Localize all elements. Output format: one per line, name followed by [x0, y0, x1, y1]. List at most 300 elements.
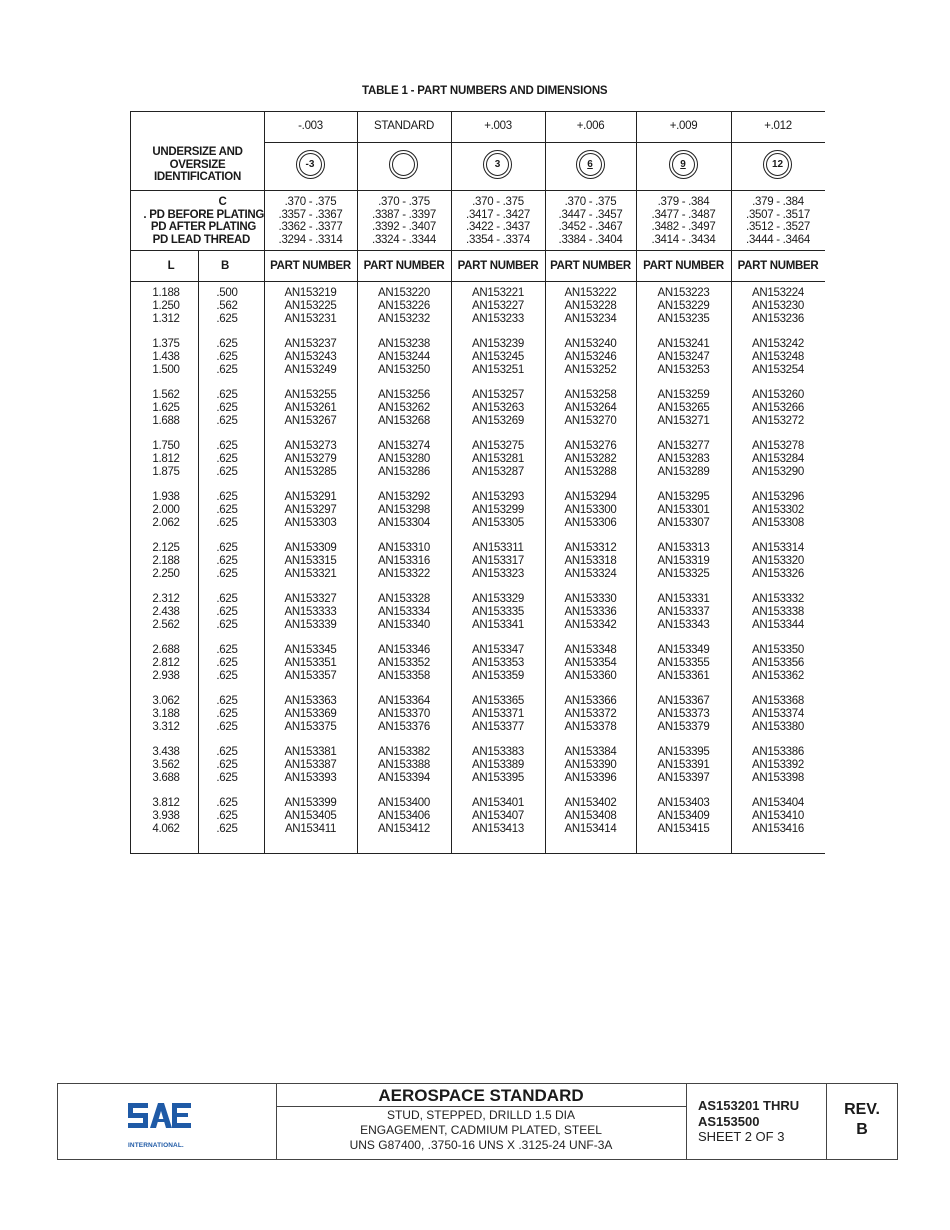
part-number-cell: AN153307	[657, 517, 710, 529]
length-value: 2.688	[152, 644, 180, 656]
part-number-cell: AN153399	[284, 797, 337, 809]
part-number-cell: AN153230	[752, 300, 804, 312]
row-group	[451, 287, 545, 326]
part-number-cell: AN153334	[378, 606, 430, 618]
dimension-value: .3422 - .3437	[466, 221, 530, 233]
dim-label-c: C	[218, 196, 227, 208]
part-number-cell: AN153290	[752, 466, 804, 478]
document-number	[698, 1098, 799, 1145]
b-value: .625	[216, 453, 238, 465]
dimension-values	[357, 196, 451, 246]
row-group	[731, 542, 825, 581]
part-number-cell: AN153248	[752, 351, 804, 363]
ident-mark-icon	[576, 150, 605, 179]
part-number-cell: AN153382	[378, 746, 430, 758]
row-group	[357, 644, 451, 683]
sae-logo	[128, 1101, 194, 1149]
part-number-header: PART NUMBER	[457, 260, 539, 272]
part-number-cell: AN153371	[472, 708, 524, 720]
length-value: 3.688	[152, 772, 180, 784]
ident-mark-icon	[296, 150, 325, 179]
part-number-cell: AN153242	[752, 338, 804, 350]
rev-label: REV.	[844, 1101, 880, 1118]
dim-label-pd-after: PD AFTER PLATING	[150, 221, 256, 233]
ident-mark-inner	[766, 153, 789, 176]
row-group	[141, 389, 191, 428]
part-number-cell: AN153378	[564, 721, 617, 733]
part-number-cell: AN153381	[284, 746, 337, 758]
part-number-cell: AN153408	[564, 810, 617, 822]
part-number-cell: AN153346	[378, 644, 430, 656]
part-number-cell: AN153325	[657, 568, 710, 580]
part-number-cell: AN153393	[284, 772, 337, 784]
b-value: .625	[216, 746, 238, 758]
part-number-column	[451, 287, 545, 848]
description-line: ENGAGEMENT, CADMIUM PLATED, STEEL	[360, 1123, 602, 1137]
ident-mark-icon	[763, 150, 792, 179]
part-number-cell: AN153235	[657, 313, 710, 325]
length-value: 2.062	[152, 517, 180, 529]
part-number-cell: AN153342	[564, 619, 617, 631]
b-value: .625	[216, 695, 238, 707]
part-number-cell: AN153320	[752, 555, 804, 567]
part-number-cell: AN153312	[564, 542, 617, 554]
length-value: 2.312	[152, 593, 180, 605]
part-number-cell: AN153245	[472, 351, 524, 363]
part-number-cell: AN153392	[752, 759, 804, 771]
length-value: 3.438	[152, 746, 180, 758]
part-number-cell: AN153251	[472, 364, 524, 376]
part-number-cell: AN153355	[657, 657, 710, 669]
part-number-cell: AN153287	[472, 466, 524, 478]
part-number-cell: AN153253	[657, 364, 710, 376]
part-number-cell: AN153369	[284, 708, 337, 720]
b-value: .625	[216, 517, 238, 529]
row-group	[141, 644, 191, 683]
length-value: 3.188	[152, 708, 180, 720]
part-number-cell: AN153310	[378, 542, 430, 554]
row-group	[207, 287, 247, 326]
part-number-column	[545, 287, 636, 848]
row-group	[207, 389, 247, 428]
row-group	[731, 695, 825, 734]
part-number-cell: AN153415	[657, 823, 710, 835]
document-type-title: AEROSPACE STANDARD	[276, 1084, 686, 1107]
length-value: 1.750	[152, 440, 180, 452]
part-number-cell: AN153353	[472, 657, 524, 669]
ident-mark-value: 12	[771, 159, 784, 170]
part-number-header: PART NUMBER	[550, 260, 631, 272]
part-number-cell: AN153313	[657, 542, 710, 554]
doc-number-line: AS153500	[698, 1113, 760, 1129]
sheet-number: SHEET 2 OF 3	[698, 1129, 785, 1144]
part-number-cell: AN153344	[752, 619, 804, 631]
ident-mark-inner	[299, 153, 322, 176]
b-value: .625	[216, 313, 238, 325]
row-group	[545, 491, 636, 530]
part-number-cell: AN153272	[752, 415, 804, 427]
ident-label-line: UNDERSIZE AND	[152, 146, 243, 158]
part-number-cell: AN153314	[752, 542, 804, 554]
part-number-cell: AN153222	[564, 287, 617, 299]
part-number-cell: AN153268	[378, 415, 430, 427]
part-number-cell: AN153328	[378, 593, 430, 605]
part-number-header: PART NUMBER	[737, 260, 819, 272]
part-number-cell: AN153283	[657, 453, 710, 465]
dimension-values	[545, 196, 636, 246]
ident-mark-value: -3	[305, 159, 315, 170]
part-number-cell: AN153281	[472, 453, 524, 465]
part-number-cell: AN153288	[564, 466, 617, 478]
b-value: .500	[216, 287, 238, 299]
part-number-cell: AN153338	[752, 606, 804, 618]
part-number-cell: AN153333	[284, 606, 337, 618]
part-number-cell: AN153357	[284, 670, 337, 682]
part-number-cell: AN153384	[564, 746, 617, 758]
part-number-cell: AN153373	[657, 708, 710, 720]
part-number-cell: AN153225	[284, 300, 337, 312]
part-number-cell: AN153361	[657, 670, 710, 682]
row-group	[636, 338, 731, 377]
part-number-cell: AN153405	[284, 810, 337, 822]
length-value: 1.688	[152, 415, 180, 427]
row-group	[731, 746, 825, 785]
row-group	[141, 491, 191, 530]
part-number-cell: AN153324	[564, 568, 617, 580]
b-value: .625	[216, 466, 238, 478]
part-number-cell: AN153296	[752, 491, 804, 503]
row-group	[207, 542, 247, 581]
part-number-cell: AN153231	[284, 313, 337, 325]
dimension-values	[264, 196, 357, 246]
part-number-cell: AN153254	[752, 364, 804, 376]
part-number-cell: AN153243	[284, 351, 337, 363]
part-number-cell: AN153367	[657, 695, 710, 707]
row-group	[545, 542, 636, 581]
row-group	[357, 491, 451, 530]
part-number-cell: AN153273	[284, 440, 337, 452]
row-group	[636, 746, 731, 785]
part-number-cell: AN153406	[378, 810, 430, 822]
part-number-cell: AN153340	[378, 619, 430, 631]
description-line: STUD, STEPPED, DRILLD 1.5 DIA	[386, 1108, 576, 1122]
b-value: .625	[216, 670, 238, 682]
row-group	[451, 746, 545, 785]
part-number-cell: AN153264	[564, 402, 617, 414]
part-number-cell: AN153374	[752, 708, 804, 720]
part-number-cell: AN153391	[657, 759, 710, 771]
b-value: .625	[216, 606, 238, 618]
ident-mark-inner	[672, 153, 695, 176]
row-group	[141, 440, 191, 479]
part-number-cell: AN153345	[284, 644, 337, 656]
part-number-cell: AN153348	[564, 644, 617, 656]
row-group	[264, 593, 357, 632]
dimension-value: .3354 - .3374	[466, 233, 530, 246]
part-number-column	[264, 287, 357, 848]
part-number-cell: AN153236	[752, 313, 804, 325]
row-group	[264, 542, 357, 581]
part-number-cell: AN153255	[284, 389, 337, 401]
length-value: 1.625	[152, 402, 180, 414]
length-value: 1.562	[152, 389, 180, 401]
part-number-cell: AN153377	[472, 721, 524, 733]
part-number-cell: AN153284	[752, 453, 804, 465]
part-number-cell: AN153304	[378, 517, 430, 529]
row-group	[357, 389, 451, 428]
part-number-cell: AN153226	[378, 300, 430, 312]
row-group	[141, 797, 191, 836]
row-group	[207, 440, 247, 479]
part-number-cell: AN153232	[378, 313, 430, 325]
part-number-cell: AN153341	[472, 619, 524, 631]
part-number-cell: AN153349	[657, 644, 710, 656]
part-number-column	[357, 287, 451, 848]
length-value: 2.438	[152, 606, 180, 618]
part-number-cell: AN153265	[657, 402, 710, 414]
dimension-value: .3512 - .3527	[746, 221, 810, 233]
part-number-cell: AN153302	[752, 504, 804, 516]
length-value: 1.812	[152, 453, 180, 465]
part-number-cell: AN153412	[378, 823, 430, 835]
part-number-cell: AN153365	[472, 695, 524, 707]
part-number-cell: AN153297	[284, 504, 337, 516]
row-group	[207, 695, 247, 734]
part-number-cell: AN153410	[752, 810, 804, 822]
row-group	[264, 287, 357, 326]
part-number-cell: AN153409	[657, 810, 710, 822]
part-number-cell: AN153260	[752, 389, 804, 401]
row-group	[357, 542, 451, 581]
part-number-cell: AN153403	[657, 797, 710, 809]
b-value: .625	[216, 491, 238, 503]
part-number-cell: AN153250	[378, 364, 430, 376]
ident-mark-icon	[669, 150, 698, 179]
row-group	[636, 695, 731, 734]
dimension-value: .3387 - .3397	[372, 208, 436, 221]
row-group	[545, 797, 636, 836]
part-number-cell: AN153336	[564, 606, 617, 618]
b-value: .625	[216, 504, 238, 516]
row-group	[264, 797, 357, 836]
b-value: .625	[216, 797, 238, 809]
ident-mark-icon	[389, 150, 418, 179]
part-number-cell: AN153404	[752, 797, 804, 809]
part-number-cell: AN153240	[564, 338, 617, 350]
b-value: .625	[216, 338, 238, 350]
row-group	[357, 593, 451, 632]
b-value: .562	[216, 300, 238, 312]
dimension-value: .3447 - .3457	[558, 208, 623, 221]
length-value: 1.375	[152, 338, 180, 350]
length-value: 2.562	[152, 619, 180, 631]
part-number-cell: AN153396	[564, 772, 617, 784]
part-number-cell: AN153229	[657, 300, 710, 312]
part-number-cell: AN153321	[284, 568, 337, 580]
column-header-b: B	[220, 260, 229, 272]
part-number-cell: AN153276	[564, 440, 617, 452]
part-number-cell: AN153247	[657, 351, 710, 363]
row-group	[141, 593, 191, 632]
part-number-cell: AN153337	[657, 606, 710, 618]
part-number-cell: AN153358	[378, 670, 430, 682]
part-number-cell: AN153356	[752, 657, 804, 669]
part-number-cell: AN153223	[657, 287, 710, 299]
dimension-value: .370 - .375	[472, 196, 524, 208]
part-number-cell: AN153257	[472, 389, 524, 401]
ident-label	[131, 146, 264, 184]
row-group	[141, 695, 191, 734]
dim-label-pd-before: . PD BEFORE PLATING	[143, 208, 264, 221]
part-number-cell: AN153286	[378, 466, 430, 478]
part-number-cell: AN153315	[284, 555, 337, 567]
part-number-cell: AN153275	[472, 440, 524, 452]
part-number-cell: AN153278	[752, 440, 804, 452]
l-values	[141, 287, 191, 848]
part-number-cell: AN153359	[472, 670, 524, 682]
part-number-cell: AN153395	[657, 746, 710, 758]
part-number-cell: AN153318	[564, 555, 617, 567]
part-number-header: PART NUMBER	[363, 260, 445, 272]
part-number-cell: AN153362	[752, 670, 804, 682]
ident-mark-value: 9	[680, 159, 686, 170]
part-number-cell: AN153319	[657, 555, 710, 567]
part-number-cell: AN153227	[472, 300, 524, 312]
b-value: .625	[216, 708, 238, 720]
part-number-cell: AN153293	[472, 491, 524, 503]
part-number-cell: AN153301	[657, 504, 710, 516]
part-number-cell: AN153401	[472, 797, 524, 809]
revision	[828, 1100, 896, 1140]
row-group	[451, 338, 545, 377]
dimension-value: .3452 - .3467	[558, 221, 623, 233]
part-number-cell: AN153394	[378, 772, 430, 784]
part-number-cell: AN153323	[472, 568, 524, 580]
b-value: .625	[216, 644, 238, 656]
dimension-values	[451, 196, 545, 246]
b-values	[207, 287, 247, 848]
length-value: 2.188	[152, 555, 180, 567]
part-number-cell: AN153285	[284, 466, 337, 478]
ident-mark-icon	[483, 150, 512, 179]
length-value: 1.250	[152, 300, 180, 312]
length-value: 3.812	[152, 797, 180, 809]
part-number-cell: AN153224	[752, 287, 804, 299]
column-header-l: L	[167, 260, 175, 272]
size-header: -.003	[298, 120, 323, 132]
part-number-cell: AN153298	[378, 504, 430, 516]
length-value: 1.938	[152, 491, 180, 503]
row-group	[451, 644, 545, 683]
length-value: 2.250	[152, 568, 180, 580]
row-group	[731, 593, 825, 632]
part-number-header: PART NUMBER	[270, 260, 351, 272]
length-value: 2.938	[152, 670, 180, 682]
ident-mark-value: 6	[587, 159, 593, 170]
table-title: TABLE 1 - PART NUMBERS AND DIMENSIONS	[362, 85, 608, 97]
part-number-cell: AN153239	[472, 338, 524, 350]
part-number-cell: AN153244	[378, 351, 430, 363]
part-number-cell: AN153249	[284, 364, 337, 376]
row-group	[141, 338, 191, 377]
row-group	[545, 287, 636, 326]
size-header: +.003	[484, 120, 512, 132]
part-number-cell: AN153370	[378, 708, 430, 720]
b-value: .625	[216, 593, 238, 605]
part-number-cell: AN153291	[284, 491, 337, 503]
part-number-cell: AN153263	[472, 402, 524, 414]
part-number-cell: AN153271	[657, 415, 710, 427]
row-group	[141, 542, 191, 581]
dimension-value: .3507 - .3517	[746, 208, 810, 221]
row-group	[636, 389, 731, 428]
part-number-column	[731, 287, 825, 848]
length-value: 3.312	[152, 721, 180, 733]
b-value: .625	[216, 772, 238, 784]
ident-label-line: IDENTIFICATION	[154, 171, 241, 183]
ident-mark-inner	[392, 153, 415, 176]
part-number-cell: AN153237	[284, 338, 337, 350]
part-number-cell: AN153234	[564, 313, 617, 325]
length-value: 2.000	[152, 504, 180, 516]
row-group	[731, 389, 825, 428]
part-number-cell: AN153241	[657, 338, 710, 350]
row-group	[451, 389, 545, 428]
part-number-cell: AN153407	[472, 810, 524, 822]
row-group	[207, 644, 247, 683]
b-value: .625	[216, 364, 238, 376]
b-value: .625	[216, 389, 238, 401]
row-group	[141, 746, 191, 785]
row-group	[451, 797, 545, 836]
length-value: 3.562	[152, 759, 180, 771]
row-group	[451, 440, 545, 479]
row-group	[451, 593, 545, 632]
dimension-value: .3392 - .3407	[372, 221, 436, 233]
row-group	[545, 389, 636, 428]
part-number-cell: AN153372	[564, 708, 617, 720]
part-number-cell: AN153375	[284, 721, 337, 733]
row-group	[264, 389, 357, 428]
row-group	[207, 491, 247, 530]
part-number-cell: AN153339	[284, 619, 337, 631]
part-number-cell: AN153352	[378, 657, 430, 669]
part-number-cell: AN153309	[284, 542, 337, 554]
part-description	[276, 1108, 686, 1153]
size-header: +.006	[576, 120, 605, 132]
part-number-cell: AN153347	[472, 644, 524, 656]
part-number-cell: AN153233	[472, 313, 524, 325]
part-number-cell: AN153289	[657, 466, 710, 478]
part-number-column	[636, 287, 731, 848]
ident-label-line: OVERSIZE	[169, 158, 226, 171]
part-number-cell: AN153411	[284, 823, 337, 835]
part-number-cell: AN153366	[564, 695, 617, 707]
length-value: 1.500	[152, 364, 180, 376]
part-number-cell: AN153368	[752, 695, 804, 707]
part-number-cell: AN153305	[472, 517, 524, 529]
part-number-cell: AN153326	[752, 568, 804, 580]
part-number-cell: AN153402	[564, 797, 617, 809]
part-number-cell: AN153343	[657, 619, 710, 631]
part-number-cell: AN153395	[472, 772, 524, 784]
part-number-cell: AN153261	[284, 402, 337, 414]
row-group	[731, 644, 825, 683]
part-number-cell: AN153354	[564, 657, 617, 669]
part-number-cell: AN153299	[472, 504, 524, 516]
part-number-cell: AN153220	[378, 287, 430, 299]
row-group	[357, 338, 451, 377]
